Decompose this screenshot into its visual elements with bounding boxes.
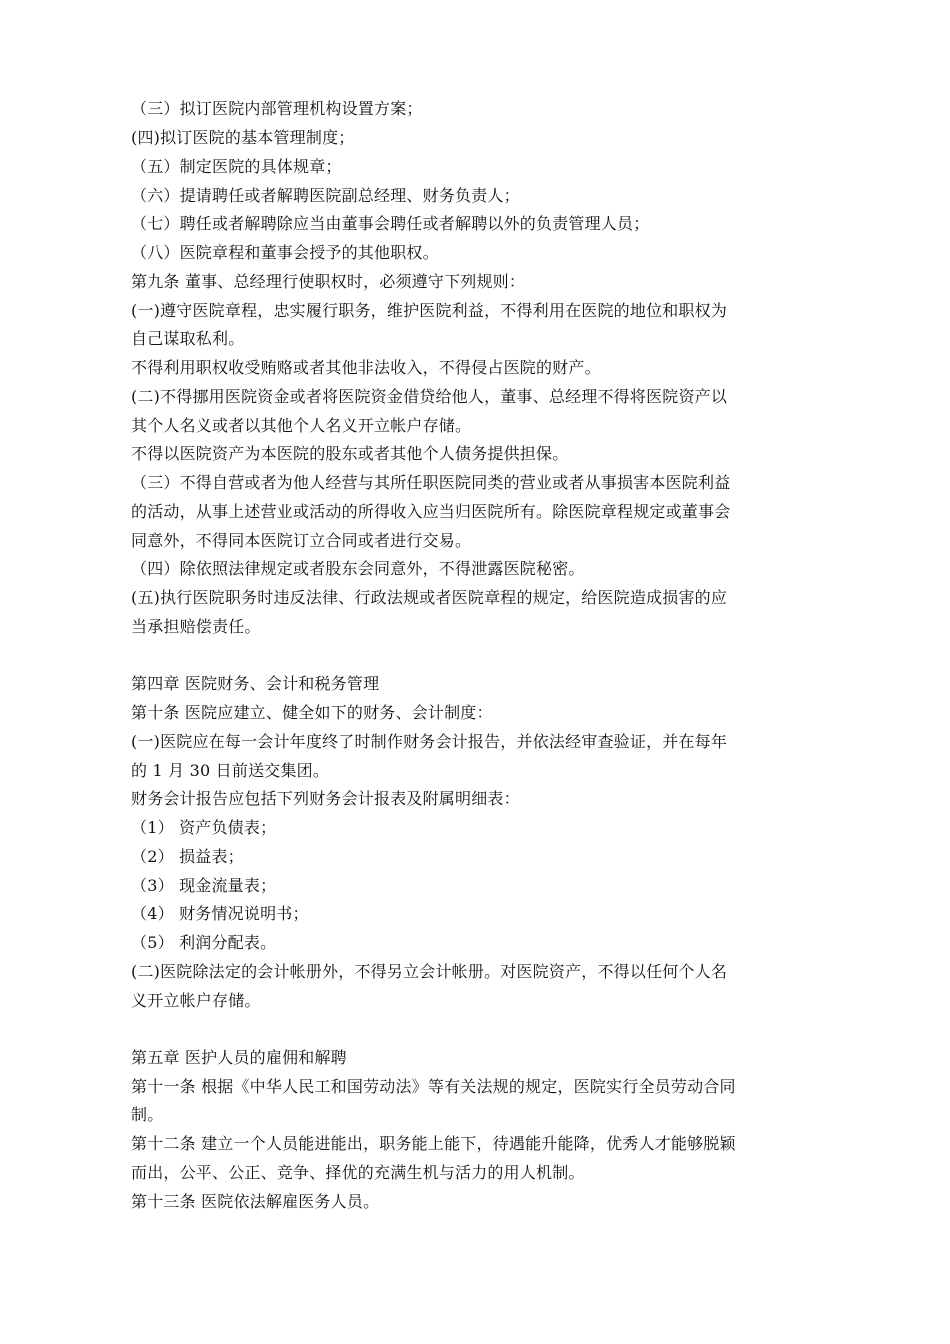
list-item: （3） 现金流量表；: [131, 876, 277, 895]
text-line: （三）拟订医院内部管理机构设置方案；: [131, 99, 423, 118]
text-line: 的活动，从事上述营业或活动的所得收入应当归医院所有。除医院章程规定或董事会: [131, 502, 731, 521]
article-heading: 第十一条 根据《中华人民工和国劳动法》等有关法规的规定，医院实行全员劳动合同: [131, 1077, 736, 1096]
text-line: 不得利用职权收受贿赂或者其他非法收入，不得侵占医院的财产。: [131, 358, 601, 377]
text-line: (一)医院应在每一会计年度终了时制作财务会计报告，并依法经审查验证，并在每年: [131, 732, 728, 751]
list-item: （5） 利润分配表。: [131, 933, 277, 952]
text-line: 不得以医院资产为本医院的股东或者其他个人债务提供担保。: [131, 444, 569, 463]
text-line: (四)拟订医院的基本管理制度；: [131, 128, 355, 147]
text-line: （四）除依照法律规定或者股东会同意外，不得泄露医院秘密。: [131, 559, 585, 578]
text-line: （三）不得自营或者为他人经营与其所任职医院同类的营业或者从事损害本医院利益: [131, 473, 731, 492]
text-line: （八）医院章程和董事会授予的其他职权。: [131, 243, 439, 262]
chapter-heading: 第四章 医院财务、会计和税务管理: [131, 674, 380, 693]
list-item: （2） 损益表；: [131, 847, 244, 866]
text-line: 而出，公平、公正、竞争、择优的充满生机与活力的用人机制。: [131, 1163, 585, 1182]
text-line: (二)不得挪用医院资金或者将医院资金借贷给他人，董事、总经理不得将医院资产以: [131, 387, 728, 406]
list-item: （1） 资产负债表；: [131, 818, 277, 837]
article-heading: 第九条 董事、总经理行使职权时，必须遵守下列规则：: [131, 272, 526, 291]
text-line: 同意外，不得同本医院订立合同或者进行交易。: [131, 531, 472, 550]
list-item: （4） 财务情况说明书；: [131, 904, 309, 923]
text-line: 制。: [131, 1105, 164, 1124]
text-line: 自己谋取私利。: [131, 329, 245, 348]
text-line: 当承担赔偿责任。: [131, 617, 261, 636]
text-line: (二)医院除法定的会计帐册外，不得另立会计帐册。对医院资产，不得以任何个人名: [131, 962, 728, 981]
text-line: 的 1 月 30 日前送交集团。: [131, 761, 330, 780]
article-heading: 第十三条 医院依法解雇医务人员。: [131, 1192, 380, 1211]
text-line: （七）聘任或者解聘除应当由董事会聘任或者解聘以外的负责管理人员；: [131, 214, 650, 233]
text-line: 其个人名义或者以其他个人名义开立帐户存储。: [131, 416, 472, 435]
text-line: （五）制定医院的具体规章；: [131, 157, 342, 176]
text-line: (五)执行医院职务时违反法律、行政法规或者医院章程的规定，给医院造成损害的应: [131, 588, 728, 607]
article-heading: 第十二条 建立一个人员能进能出，职务能上能下，待遇能升能降，优秀人才能够脱颖: [131, 1134, 736, 1153]
article-heading: 第十条 医院应建立、健全如下的财务、会计制度：: [131, 703, 493, 722]
text-line: 财务会计报告应包括下列财务会计报表及附属明细表：: [131, 789, 520, 808]
text-line: (一)遵守医院章程，忠实履行职务，维护医院利益，不得利用在医院的地位和职权为: [131, 301, 728, 320]
chapter-heading: 第五章 医护人员的雇佣和解聘: [131, 1048, 347, 1067]
text-line: 义开立帐户存储。: [131, 991, 261, 1010]
text-line: （六）提请聘任或者解聘医院副总经理、财务负责人；: [131, 186, 520, 205]
